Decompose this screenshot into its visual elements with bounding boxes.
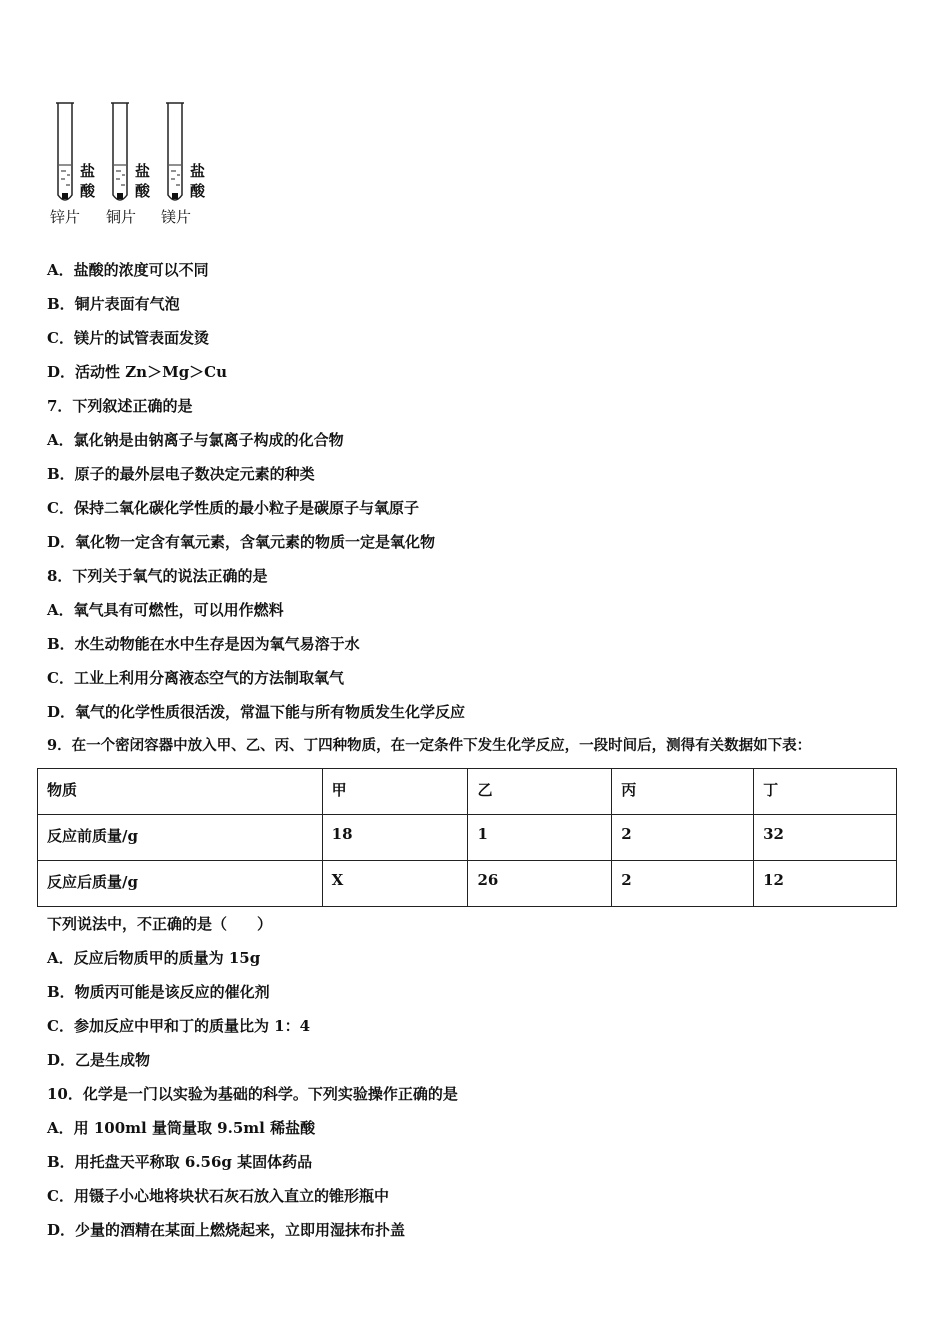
q8-option-b: B．水生动物能在水中生存是因为氧气易溶于水 — [47, 635, 360, 653]
q8-option-c: C．工业上利用分离液态空气的方法制取氧气 — [47, 669, 344, 687]
q6-option-a: A．盐酸的浓度可以不同 — [47, 261, 209, 279]
tube3-metal-label: 镁片 — [161, 208, 192, 226]
table-cell: 2 — [612, 815, 754, 861]
table-cell: 18 — [322, 815, 468, 861]
table-row — [38, 769, 897, 815]
tube1-metal-label: 锌片 — [50, 208, 81, 226]
table-cell: 丁 — [754, 769, 897, 815]
q9-stem: 9．在一个密闭容器中放入甲、乙、丙、丁四种物质，在一定条件下发生化学反应，一段时间后，测得有关数据如下表： — [47, 737, 812, 754]
tube1-acid-label-2: 酸 — [80, 182, 96, 200]
q6-option-b: B．铜片表面有气泡 — [47, 295, 180, 313]
copper-piece — [117, 193, 123, 199]
table-cell: 反应后质量/g — [38, 861, 323, 907]
q9-data-table — [37, 768, 897, 907]
q9-option-b: B．物质丙可能是该反应的催化剂 — [47, 983, 270, 1001]
q6-option-c: C．镁片的试管表面发烫 — [47, 329, 209, 347]
table-cell: 丙 — [612, 769, 754, 815]
tube2-acid-label-2: 酸 — [135, 182, 151, 200]
table-row — [38, 815, 897, 861]
table-cell: 甲 — [322, 769, 468, 815]
q7-option-d: D．氧化物一定含有氧元素，含氧元素的物质一定是氧化物 — [47, 533, 436, 551]
table-cell: 2 — [612, 861, 754, 907]
q10-option-b: B．用托盘天平称取 6.56g 某固体药品 — [47, 1153, 313, 1171]
q9-option-c: C．参加反应中甲和丁的质量比为 1：4 — [47, 1017, 311, 1035]
zinc-piece — [62, 193, 68, 199]
tube3-acid-label-1: 盐 — [190, 162, 206, 180]
q7-stem: 7．下列叙述正确的是 — [47, 397, 193, 415]
table-cell: 乙 — [468, 769, 612, 815]
q7-option-a: A．氯化钠是由钠离子与氯离子构成的化合物 — [47, 431, 344, 449]
q10-option-d: D．少量的酒精在某面上燃烧起来，立即用湿抹布扑盖 — [47, 1221, 406, 1239]
table-cell: 26 — [468, 861, 612, 907]
table-cell: 1 — [468, 815, 612, 861]
magnesium-piece — [172, 193, 178, 199]
q9-option-d: D．乙是生成物 — [47, 1051, 151, 1069]
q10-stem: 10．化学是一门以实验为基础的科学。下列实验操作正确的是 — [47, 1085, 458, 1103]
test-tubes-figure — [40, 95, 240, 235]
table-cell: 反应前质量/g — [38, 815, 323, 861]
table-cell: X — [322, 861, 468, 907]
q10-option-a: A．用 100ml 量筒量取 9.5ml 稀盐酸 — [47, 1119, 316, 1137]
table-cell: 32 — [754, 815, 897, 861]
table-cell: 物质 — [38, 769, 323, 815]
q7-option-c: C．保持二氧化碳化学性质的最小粒子是碳原子与氧原子 — [47, 499, 419, 517]
q8-option-d: D．氧气的化学性质很活泼，常温下能与所有物质发生化学反应 — [47, 703, 466, 721]
q8-option-a: A．氧气具有可燃性，可以用作燃料 — [47, 601, 284, 619]
tube3-acid-label-2: 酸 — [190, 182, 206, 200]
tube2-acid-label-1: 盐 — [135, 162, 151, 180]
table-row — [38, 861, 897, 907]
q9-option-a: A．反应后物质甲的质量为 15g — [47, 949, 261, 967]
table-cell: 12 — [754, 861, 897, 907]
q9-sub-stem: 下列说法中，不正确的是（ ） — [47, 915, 273, 933]
q6-option-d: D．活动性 Zn＞Mg＞Cu — [47, 363, 228, 381]
q8-stem: 8．下列关于氧气的说法正确的是 — [47, 567, 268, 585]
q7-option-b: B．原子的最外层电子数决定元素的种类 — [47, 465, 315, 483]
tube1-acid-label-1: 盐 — [80, 162, 96, 180]
tube2-metal-label: 铜片 — [106, 208, 137, 226]
q10-option-c: C．用镊子小心地将块状石灰石放入直立的锥形瓶中 — [47, 1187, 389, 1205]
